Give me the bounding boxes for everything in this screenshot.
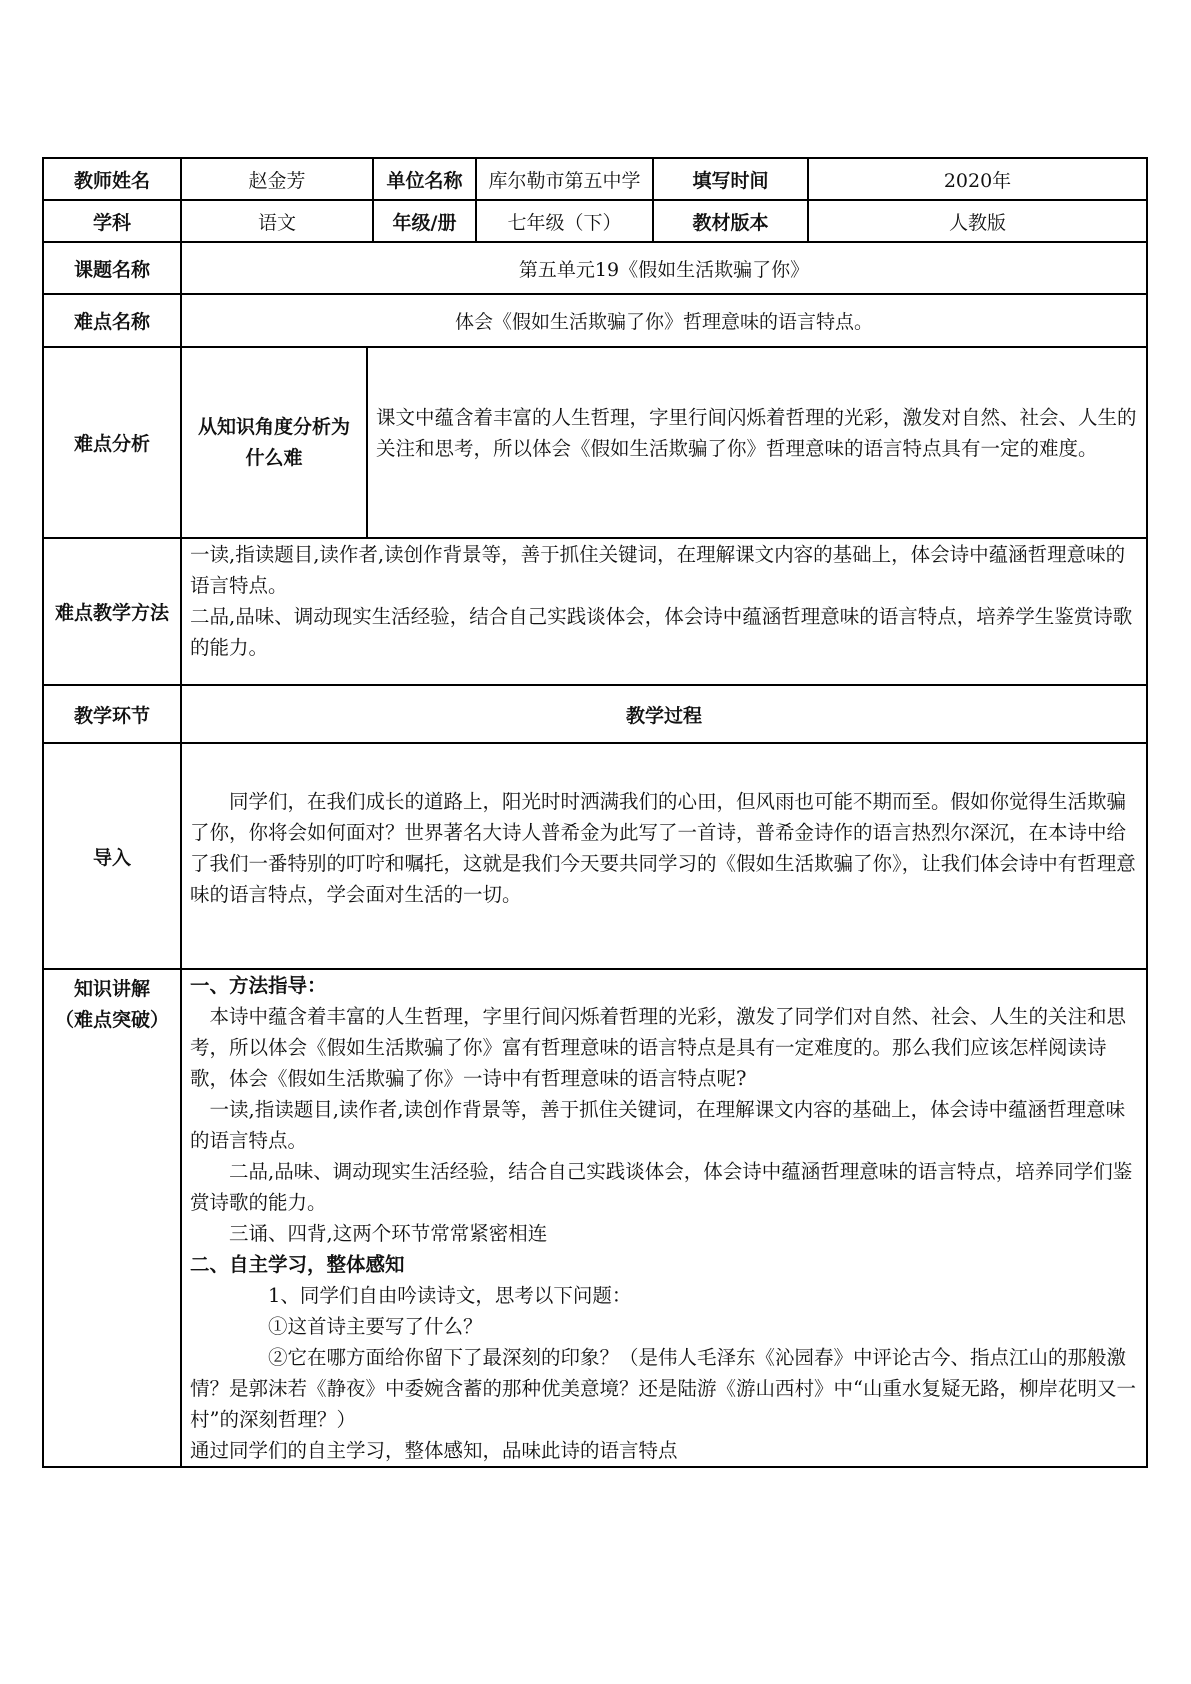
knowledge-paragraph-6: ①这首诗主要写了什么？ xyxy=(268,1315,483,1338)
knowledge-paragraph-8: 通过同学们的自主学习，整体感知，品味此诗的语言特点 xyxy=(190,1439,678,1462)
row-analysis xyxy=(43,347,1147,538)
row-teacher xyxy=(43,158,1147,200)
row-topic xyxy=(43,242,1147,294)
difficulty-label: 难点名称 xyxy=(43,294,181,347)
analysis-sublabel: 从知识角度分析为什么难 xyxy=(181,347,367,538)
topic-label: 课题名称 xyxy=(43,242,181,294)
knowledge-heading-1: 一、方法指导： xyxy=(190,974,327,997)
process-label: 教学过程 xyxy=(181,685,1147,743)
knowledge-label-line1: 知识讲解 xyxy=(73,978,150,1000)
row-intro xyxy=(43,743,1147,969)
row-difficulty xyxy=(43,294,1147,347)
knowledge-paragraph-2: 一读,指读题目,读作者,读创作背景等，善于抓住关键词，在理解课文内容的基础上，体会诗中蕴涵哲理意味的语言特点。 xyxy=(190,1098,1126,1152)
intro-text: 同学们，在我们成长的道路上，阳光时时洒满我们的心田，但风雨也可能不期而至。假如你觉得生活欺骗了你，你将会如何面对？世界著名大诗人普希金为此写了一首诗，普希金诗作的语言热烈尔深沉，在本诗中给了我们一番特别的叮咛和嘱托，这就是我们今天要共同学习的《假如生活欺骗了你》，让我们体会诗中有哲理意味的语言特点，学会面对生活的一切。 xyxy=(181,743,1147,969)
process-step-label: 教学环节 xyxy=(43,685,181,743)
grade-value: 七年级（下） xyxy=(476,200,653,242)
method-paragraph-1: 一读,指读题目,读作者,读创作背景等，善于抓住关键词，在理解课文内容的基础上，体会诗中蕴涵哲理意味的语言特点。 xyxy=(190,543,1126,597)
row-method xyxy=(43,538,1147,685)
method-cell xyxy=(181,538,1147,685)
row-subject xyxy=(43,200,1147,242)
row-process-header xyxy=(43,685,1147,743)
subject-value: 语文 xyxy=(181,200,373,242)
time-value: 2020年 xyxy=(808,158,1147,200)
analysis-text: 课文中蕴含着丰富的人生哲理，字里行间闪烁着哲理的光彩，激发对自然、社会、人生的关注和思考，所以体会《假如生活欺骗了你》哲理意味的语言特点具有一定的难度。 xyxy=(367,347,1147,538)
row-knowledge xyxy=(43,969,1147,1467)
teacher-label: 教师姓名 xyxy=(43,158,181,200)
knowledge-label-line2: （难点突破） xyxy=(54,1009,169,1031)
lesson-plan-sheet xyxy=(42,157,1146,1468)
knowledge-label xyxy=(43,969,181,1467)
knowledge-paragraph-1: 本诗中蕴含着丰富的人生哲理，字里行间闪烁着哲理的光彩，激发了同学们对自然、社会、人生的关注和思考，所以体会《假如生活欺骗了你》富有哲理意味的语言特点是具有一定难度的。那么我们应该怎样阅读诗歌，体会《假如生活欺骗了你》一诗中有哲理意味的语言特点呢? xyxy=(190,1005,1127,1090)
time-label: 填写时间 xyxy=(653,158,808,200)
edition-label: 教材版本 xyxy=(653,200,808,242)
teacher-value: 赵金芳 xyxy=(181,158,373,200)
analysis-label: 难点分析 xyxy=(43,347,181,538)
unit-label: 单位名称 xyxy=(373,158,476,200)
knowledge-paragraph-4: 三诵、四背,这两个环节常常紧密相连 xyxy=(229,1222,548,1245)
edition-value: 人教版 xyxy=(808,200,1147,242)
grade-label: 年级/册 xyxy=(373,200,476,242)
knowledge-paragraph-5: 1、同学们自由吟读诗文，思考以下问题： xyxy=(268,1284,632,1307)
knowledge-cell xyxy=(181,969,1147,1467)
lesson-plan-table xyxy=(42,157,1148,1468)
knowledge-paragraph-3: 二品,品味、调动现实生活经验，结合自己实践谈体会，体会诗中蕴涵哲理意味的语言特点，培养同学们鉴赏诗歌的能力。 xyxy=(190,1160,1133,1214)
knowledge-paragraph-7: ②它在哪方面给你留下了最深刻的印象？（是伟人毛泽东《沁园春》中评论古今、指点江山的那般激情？是郭沫若《静夜》中委婉含蓄的那种优美意境？还是陆游《游山西村》中“山重水复疑无路，柳岸花明又一村”的深刻哲理？） xyxy=(190,1346,1136,1431)
topic-value: 第五单元19《假如生活欺骗了你》 xyxy=(181,242,1147,294)
subject-label: 学科 xyxy=(43,200,181,242)
intro-label: 导入 xyxy=(43,743,181,969)
method-paragraph-2: 二品,品味、调动现实生活经验，结合自己实践谈体会，体会诗中蕴涵哲理意味的语言特点，培养学生鉴赏诗歌的能力。 xyxy=(190,605,1133,659)
knowledge-heading-2: 二、自主学习，整体感知 xyxy=(190,1253,405,1276)
difficulty-value: 体会《假如生活欺骗了你》哲理意味的语言特点。 xyxy=(181,294,1147,347)
unit-value: 库尔勒市第五中学 xyxy=(476,158,653,200)
method-label: 难点教学方法 xyxy=(43,538,181,685)
